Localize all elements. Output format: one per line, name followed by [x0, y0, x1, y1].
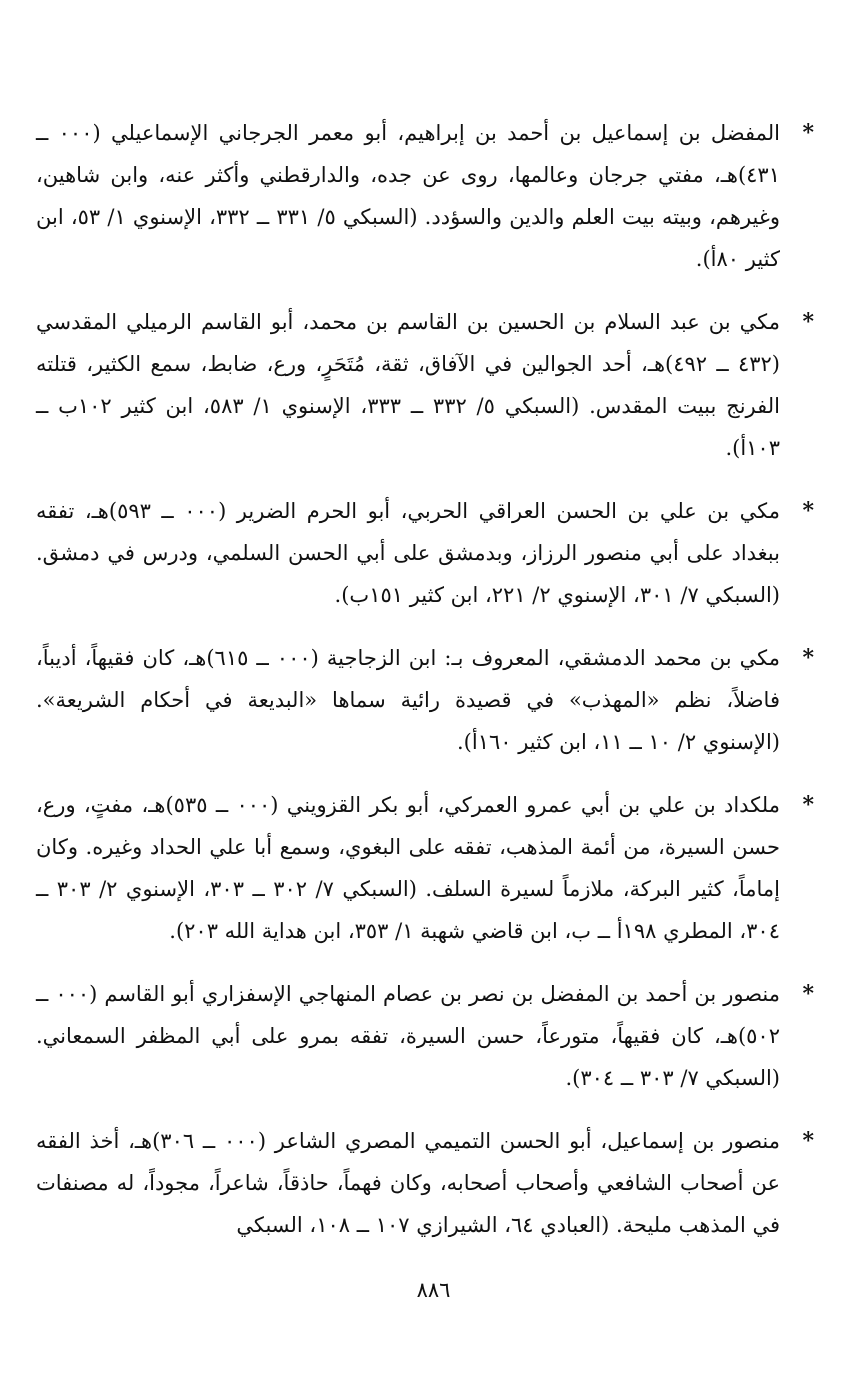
asterisk-bullet-icon: *: [802, 120, 814, 146]
asterisk-bullet-icon: *: [802, 792, 814, 818]
asterisk-bullet-icon: *: [802, 1128, 814, 1154]
entry-malkdad: [36, 784, 814, 952]
entry-makki-ali: [36, 490, 814, 616]
asterisk-bullet-icon: *: [802, 645, 814, 671]
entry-makki-muhammad: [36, 637, 814, 763]
entry-mufaddal: [36, 112, 814, 280]
entry-text: مكي بن محمد الدمشقي، المعروف بـ: ابن الزجاجية (٠٠٠ ــ ٦١٥)هـ، كان فقيهاً، أديباً، فاضلاً، نظم «المهذب» في قصيدة رائية سماها «البديعة في أحكام الشريعة». (الإسنوي ٢/ ١٠ ــ ١١، ابن كثير ١٦٠أ).: [36, 646, 780, 754]
entry-text: ملكداد بن علي بن أبي عمرو العمركي، أبو بكر القزويني (٠٠٠ ــ ٥٣٥)هـ، مفتٍ، ورع، حسن السيرة، من أئمة المذهب، تفقه على البغوي، وسمع أبا علي الحداد وغيره. وكان إماماً، كثير البركة، ملازماً لسيرة السلف. (السبكي ٧/ ٣٠٢ ــ ٣٠٣، الإسنوي ٢/ ٣٠٣ ــ ٣٠٤، المطري ١٩٨أ ــ ب، ابن قاضي شهبة ١/ ٣٥٣، ابن هداية الله ٢٠٣).: [36, 793, 780, 943]
entry-mansur-ismail: [36, 1120, 814, 1246]
asterisk-bullet-icon: *: [802, 498, 814, 524]
entry-makki-abdussalam: [36, 301, 814, 469]
entry-text: مكي بن علي بن الحسن العراقي الحربي، أبو الحرم الضرير (٠٠٠ ــ ٥٩٣)هـ، تفقه ببغداد على أبي منصور الرزاز، وبدمشق على أبي الحسن السلمي، ودرس في دمشق. (السبكي ٧/ ٣٠١، الإسنوي ٢/ ٢٢١، ابن كثير ١٥١ب).: [36, 499, 780, 607]
entry-text: منصور بن إسماعيل، أبو الحسن التميمي المصري الشاعر (٠٠٠ ــ ٣٠٦)هـ، أخذ الفقه عن أصحاب الشافعي وأصحاب أصحابه، وكان فهماً، حاذقاً، شاعراً، مجوداً، له مصنفات في المذهب مليحة. (العبادي ٦٤، الشيرازي ١٠٧ ــ ١٠٨، السبكي: [36, 1129, 781, 1237]
entry-text: منصور بن أحمد بن المفضل بن نصر بن عصام المنهاجي الإسفزاري أبو القاسم (٠٠٠ ــ ٥٠٢)هـ، كان فقيهاً، متورعاً، حسن السيرة، تفقه بمرو على أبي المظفر السمعاني. (السبكي ٧/ ٣٠٣ ــ ٣٠٤).: [36, 982, 780, 1090]
asterisk-bullet-icon: *: [802, 309, 814, 335]
entry-text: المفضل بن إسماعيل بن أحمد بن إبراهيم، أبو معمر الجرجاني الإسماعيلي (٠٠٠ ــ ٤٣١)هـ، مفتي جرجان وعالمها، روى عن جده، والدارقطني وأكثر عنه، وابن شاهين، وغيرهم، وبيته بيت العلم والدين والسؤدد. (السبكي ٥/ ٣٣١ ــ ٣٣٢، الإسنوي ١/ ٥٣، ابن كثير ٨٠أ).: [36, 121, 781, 271]
page-number: ٨٨٦: [416, 1278, 451, 1302]
entry-text: مكي بن عبد السلام بن الحسين بن القاسم بن محمد، أبو القاسم الرميلي المقدسي (٤٣٢ ــ ٤٩٢)هـ، أحد الجوالين في الآفاق، ثقة، مُتَحَرٍ، ورع، ضابط، سمع الكثير، قتلته الفرنج ببيت المقدس. (السبكي ٥/ ٣٣٢ ــ ٣٣٣، الإسنوي ١/ ٥٨٣، ابن كثير ١٠٢ب ــ ١٠٣أ).: [36, 310, 780, 460]
asterisk-bullet-icon: *: [802, 981, 814, 1007]
entry-mansur-ahmad: [36, 973, 814, 1099]
biography-entries: [36, 112, 814, 1267]
